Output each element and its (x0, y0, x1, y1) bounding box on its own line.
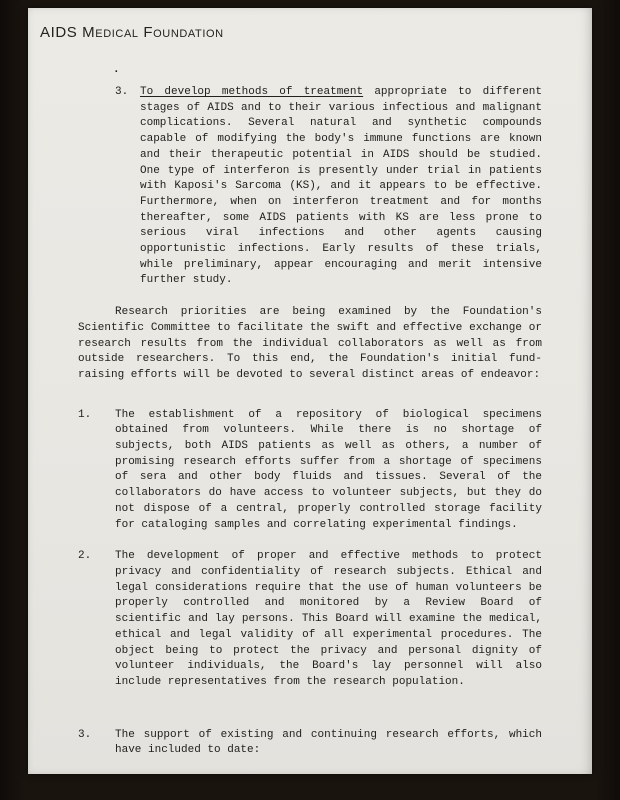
item-text (140, 85, 542, 289)
letterhead-title: AIDS Medical Foundation (40, 24, 224, 41)
list-item-2 (78, 549, 542, 690)
underlined-phrase: To develop methods of treatment (140, 86, 364, 98)
item-number: 3. (115, 86, 129, 98)
item-text: The development of proper and effective methods to protect privacy and confidentiality of research subjects. Ethical and legal considerations require that the use of human volunteers be properly controlled and monitored by a Review Board of scientific and lay persons. This Board will examine the medical, ethical and legal validity of all experimental procedures. The object being to protect the privacy and personal dignity of volunteer individuals, the Board's lay personnel will also include representatives from the research population. (115, 550, 542, 688)
document-page (28, 8, 592, 774)
paragraph-research-priorities: Research priorities are being examined by the Foundation's Scientific Committee to facilitate the swift and effective exchange or research results from the individual collaborators as well as from outside researchers. To this end, the Foundation's initial fund-raising efforts will be devoted to several distinct areas of endeavor: (78, 306, 542, 381)
list-item-1 (78, 408, 542, 534)
document-body (78, 64, 542, 759)
stray-period-mark: . (113, 64, 120, 76)
item-text: The support of existing and continuing research efforts, which have included to date: (115, 728, 542, 757)
item-number: 3. (78, 728, 92, 741)
paragraph-item-3-treatment (115, 85, 542, 289)
item-text-rest: appropriate to different stages of AIDS and to their various infectious and malignant complications. Several natural and synthetic compounds capable of modifying the body's immune functions are known and their therapeutic potential in AIDS should be studied. One type of interferon is presently under trial in patients with Kaposi's Sarcoma (KS), and it appears to be effective. Furthermore, when on interferon treatment and for months thereafter, some AIDS patients with KS are less prone to serious viral infections and other agents causing opportunistic infections. Early results of these trials, while preliminary, appear encouraging and merit intensive further study. (140, 86, 542, 287)
list-item-3 (78, 728, 542, 759)
item-number: 2. (78, 550, 92, 563)
item-text: The establishment of a repository of biological specimens obtained from volunteers. While there is no shortage of subjects, both AIDS patients as well as others, a number of promising research efforts suffer from a shortage of specimens of sera and other body fluids and tissues. Several of the collaborators do have access to volunteer subjects, but they do not dispose of a central, properly controlled storage facility for cataloging samples and correlating experimental findings. (115, 408, 542, 531)
item-number: 1. (78, 408, 92, 421)
